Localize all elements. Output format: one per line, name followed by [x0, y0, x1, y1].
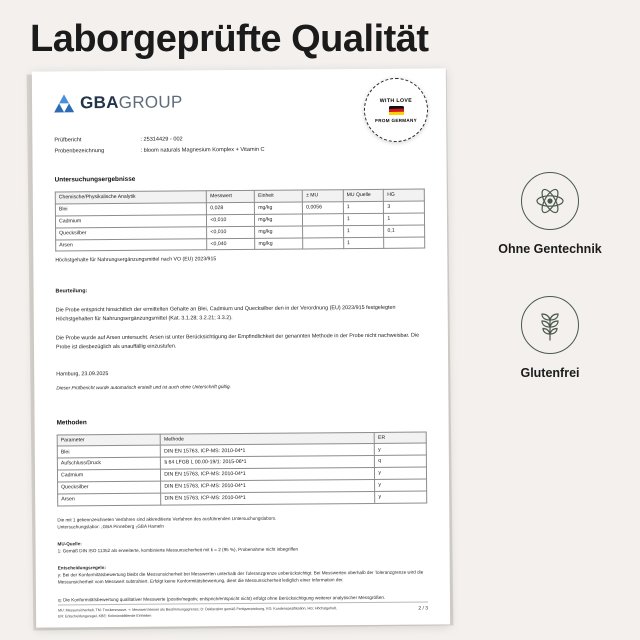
- col-value: Messwert: [207, 191, 255, 203]
- cell-mu: [303, 237, 344, 249]
- col-method: Methode: [160, 432, 374, 445]
- col-mu-source: MU Quelle: [343, 190, 384, 202]
- cell-mu-source: 1: [343, 213, 384, 225]
- assessment-paragraph: Die Probe wurde auf Arsen untersucht. Arsen ist unter Berücksichtigung der Empfindlichkeit der genannten Methode in der Probe nicht nachweisbar. Die Probe ist diesbezüglich als unauffällig einzustufen.: [55, 332, 420, 351]
- feature-label: Ohne Gentechnik: [498, 242, 602, 256]
- cell-value: <0,010: [207, 214, 255, 226]
- german-flag-icon: [388, 105, 403, 115]
- feature-list: [470, 172, 630, 380]
- wheat-sprout-icon: [521, 296, 579, 354]
- table-row: [58, 491, 427, 506]
- with-love-from-germany-badge: [364, 78, 429, 143]
- mu-source-title: MU-Quelle:: [57, 541, 82, 547]
- cell-analyte: Arsen: [56, 238, 207, 251]
- col-hg: HG: [384, 189, 425, 201]
- assessment-paragraph: Die Probe entspricht hinsichtlich der ermittelten Gehalte an Blei, Cadmium und Quecksilber den in der Verordnung (EU) 2023/915 festgelegten Höchstgehalten für Nahrungsergänzungsmittel (Kat. 3.1.28; 3.2.21; 3.3.2).: [55, 304, 396, 323]
- cell-value: <0,010: [207, 226, 255, 238]
- decision-rules-paragraph: y: Bei der Konformitätsbewertung bleibt die Messunsicherheit bei Messwerten unterhalb der Toleranzgrenze unberücksichtigt. Bei Messwerten oberhalb der Toleranzgrenze wird die Messunsicherheit vom Messwert subtrahiert. Erfolgt keine Konformitätsbewertung, dient die Messunsicherheit lediglich einer Information der.: [57, 569, 424, 585]
- cell-analyte: Quecksilber: [56, 226, 207, 239]
- col-mu: ± MU: [303, 190, 344, 202]
- cell-unit: mg/kg: [255, 202, 303, 214]
- cell-hg: 1: [384, 213, 425, 225]
- atom-icon: [521, 172, 579, 230]
- meta-key: Prüfbericht: [54, 137, 82, 144]
- feature-ohne-gentechnik: [498, 172, 602, 256]
- cell-hg: 3: [384, 201, 425, 213]
- meta-key: Probenbezeichnung: [54, 147, 105, 155]
- col-analyte: Chemische/Physikalische Analytik: [55, 191, 206, 204]
- cell-unit: mg/kg: [255, 214, 303, 226]
- meta-value: : bloom naturals Magnesium Komplex + Vitamin C: [140, 146, 265, 154]
- cell-method: § 64 LFGB L 00.00-19/1: 2015-06*1: [161, 456, 375, 470]
- cell-parameter: Quecksilber: [58, 481, 161, 494]
- cell-mu-source: 1: [343, 237, 384, 249]
- results-table: [55, 189, 425, 252]
- cell-value: 0,028: [207, 202, 255, 214]
- meta-row: [54, 143, 424, 157]
- cell-analyte: Cadmium: [55, 215, 206, 228]
- cell-parameter: Cadmium: [57, 469, 160, 482]
- cell-method: DIN EN 15763, ICP-MS: 2010-04*1: [161, 444, 375, 458]
- cell-mu-source: 1: [343, 201, 384, 213]
- cell-method: DIN EN 15763, ICP-MS: 2010-04*1: [161, 491, 375, 505]
- feature-glutenfrei: [520, 296, 579, 380]
- mu-source-text: 1: Gemäß DIN ISO 11352 als erweiterte, kombinierte Messunsicherheit mit k = 2 (95 %), Probenahme nicht inbegriffen: [57, 546, 299, 554]
- cell-method: DIN EN 15763, ICP-MS: 2010-04*1: [161, 468, 375, 482]
- report-meta: [54, 133, 424, 157]
- decision-rules-paragraph: q: Die Konformitätsbewertung qualitativer Messwerte (positiv/negativ, entsprich/entspricht nicht) erfolgt ohne Berücksichtigung weiterer analytischer Messgrößen.: [57, 594, 386, 602]
- accreditation-note: Die mit 1 gekennzeichneten Verfahren sind akkreditierte Verfahren des ausführenden Untersuchungslabors. Untersuchungslabor: ₁GBA Pinneberg ₂GBA Hameln: [57, 515, 277, 530]
- logo-brand-light: GROUP: [118, 92, 183, 112]
- assessment-title: Beurteilung:: [55, 288, 88, 295]
- logo-brand-bold: GBA: [79, 92, 119, 113]
- cell-unit: mg/kg: [255, 238, 303, 250]
- col-unit: Einheit: [255, 190, 303, 202]
- results-section-title: Untersuchungsergebnisse: [54, 176, 136, 184]
- cell-mu: [303, 225, 344, 237]
- col-parameter: Parameter: [57, 434, 160, 447]
- cell-mu: [303, 214, 344, 226]
- cell-unit: mg/kg: [255, 226, 303, 238]
- cell-er: y: [375, 443, 427, 455]
- document-footer: [58, 602, 428, 620]
- cell-mu: 0,0056: [303, 202, 344, 214]
- cell-hg: 0,1: [384, 225, 425, 237]
- gba-triangles-icon: [54, 94, 74, 112]
- cell-parameter: Aufschluss/Druck: [57, 457, 160, 470]
- cell-er: q: [375, 455, 427, 467]
- cell-parameter: Arsen: [58, 493, 161, 506]
- cell-parameter: Blei: [57, 445, 160, 458]
- results-note: Höchstgehalte für Nahrungsergänzungsmittel nach VO (EU) 2023/915: [55, 256, 217, 264]
- cell-er: y: [375, 467, 427, 479]
- feature-label: Glutenfrei: [520, 366, 580, 380]
- badge-bottom-label: FROM GERMANY: [375, 117, 418, 123]
- signature-note: Dieser Prüfbericht wurde automatisch erstellt und ist auch ohne Unterschrift gültig.: [56, 384, 231, 392]
- cell-value: <0,040: [207, 238, 255, 250]
- cell-mu-source: 1: [343, 225, 384, 237]
- methods-section-title: Methoden: [56, 418, 87, 427]
- col-er: ER: [374, 432, 426, 444]
- badge-top-label: WITH LOVE: [379, 97, 413, 104]
- place-and-date: Hamburg, 23.09.2025: [56, 370, 109, 378]
- cell-analyte: Blei: [55, 203, 206, 216]
- cell-method: DIN EN 15763, ICP-MS: 2010-04*1: [161, 479, 375, 493]
- page-number: 2 / 3: [418, 605, 429, 612]
- lab-certificate-document: [32, 68, 450, 627]
- page-title: Laborgeprüfte Qualität: [30, 18, 429, 60]
- methods-table: [57, 431, 428, 506]
- cell-er: y: [375, 479, 427, 491]
- decision-rules-title: Entscheidungsregeln:: [57, 565, 106, 571]
- cell-er: y: [375, 491, 427, 503]
- table-row: [56, 237, 425, 252]
- meta-value: : 25314429 - 002: [140, 136, 183, 143]
- footer-legend: MU: Messunsicherheit, TM: Trockenmasse, +: Messwert kleiner als Bestimmungsgrenze; D: Deklaration gemäß Fertigverpackung, KG: Kundenspezifikation, HG: Höchstgehalt, ER: Entscheidungsregel, KBE: Kolonienbildende Einheiten: [58, 606, 337, 619]
- cell-hg: [384, 237, 425, 249]
